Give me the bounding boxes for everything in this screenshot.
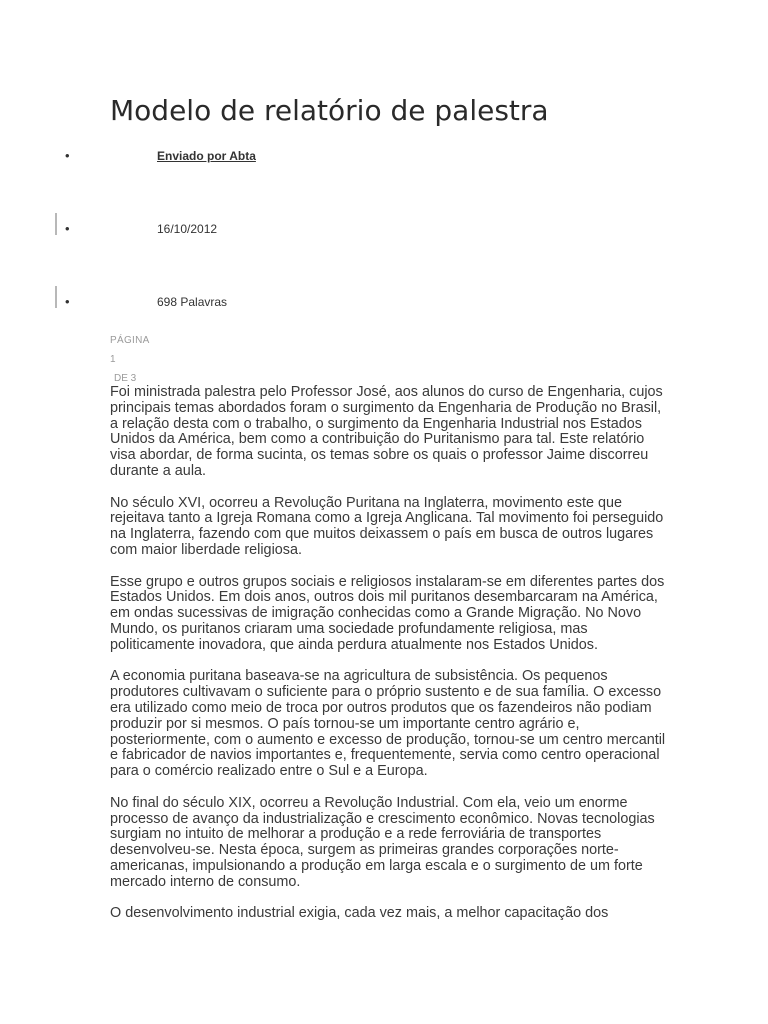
page-title: Modelo de relatório de palestra xyxy=(110,94,549,127)
meta-item-date xyxy=(0,219,768,239)
meta-date: 16/10/2012 xyxy=(157,222,218,236)
divider-bar xyxy=(55,286,57,308)
paragraph: No final do século XIX, ocorreu a Revolução Industrial. Com ela, veio um enorme processo de avanço da industrialização e crescimento econômico. Novas tecnologias surgiam no intuito de melhorar a produção e a rede ferroviária de transportes desenvolveu-se. Nesta época, surgem as primeiras grandes corporações norte-americanas, impulsionando a produção em larga escala e o surgimento de um forte mercado interno de consumo. xyxy=(110,794,655,890)
meta-item-author xyxy=(0,146,768,166)
bullet-icon: • xyxy=(65,148,70,163)
document-body xyxy=(110,385,670,938)
paragraph: O desenvolvimento industrial exigia, cada vez mais, a melhor capacitação dos xyxy=(110,905,609,922)
page-current: 1 xyxy=(110,354,116,365)
author-link[interactable]: Enviado por Abta xyxy=(157,149,256,163)
meta-author-wrap xyxy=(157,146,256,166)
bullet-icon: • xyxy=(65,221,70,236)
paragraph: Esse grupo e outros grupos sociais e religiosos instalaram-se em diferentes partes dos Estados Unidos. Em dois anos, outros dois mil puritanos desembarcaram na América, em ondas sucessivas de imigração conhecidas como a Grande Migração. No Novo Mundo, os puritanos criaram uma sociedade profundamente religiosa, mas politicamente inovadora, que ainda perdura atualmente nos Estados Unidos. xyxy=(110,573,665,653)
meta-item-words xyxy=(0,292,768,312)
meta-word-count: 698 Palavras xyxy=(157,295,228,309)
bullet-icon: • xyxy=(65,294,70,309)
page-total: DE 3 xyxy=(114,373,137,384)
divider-bar xyxy=(55,213,57,235)
paragraph: A economia puritana baseava-se na agricultura de subsistência. Os pequenos produtores cultivavam o suficiente para o próprio sustento e de sua família. O excesso era utilizado como meio de troca por outros produtos que os fazendeiros não podiam produzir por si mesmos. O país tornou-se um importante centro agrário e, posteriormente, com o aumento e excesso de produção, tornou-se um centro mercantil e fabricador de navios importantes e, frequentemente, servia como centro operacional para o comércio realizado entre o Sul e a Europa. xyxy=(110,668,666,780)
paragraph: Foi ministrada palestra pelo Professor José, aos alunos do curso de Engenharia, cujos principais temas abordados foram o surgimento da Engenharia de Produção no Brasil, a relação desta com o trabalho, o surgimento da Engenharia Industrial nos Estados Unidos da América, bem como a contribuição do Puritanismo para tal. Este relatório visa abordar, de forma sucinta, os temas sobre os quais o professor Jaime discorreu durante a aula. xyxy=(110,384,663,479)
page-label: PÁGINA xyxy=(110,335,150,346)
paragraph: No século XVI, ocorreu a Revolução Puritana na Inglaterra, movimento este que rejeitava tanto a Igreja Romana como a Igreja Anglicana. Tal movimento foi perseguido na Inglaterra, fazendo com que muitos deixassem o país em busca de outros lugares com maior liberdade religiosa. xyxy=(110,494,664,558)
